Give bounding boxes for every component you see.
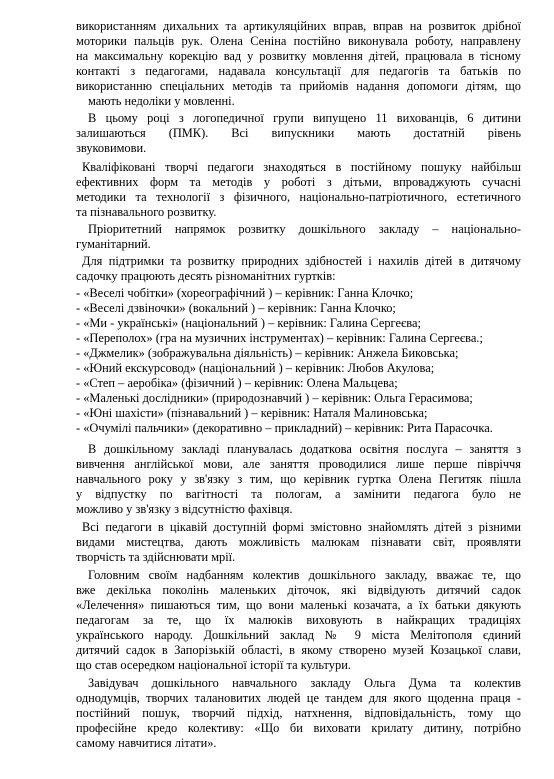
- club-list-item: - «Веселі дзвіночки» (вокальний ) – керівник: Ганна Клочко;: [76, 301, 396, 315]
- text-line: звуковимови.: [76, 141, 147, 155]
- text-line: гуманітарний.: [76, 237, 151, 251]
- text-line: що став осередком національної історії та культури.: [76, 658, 351, 672]
- paragraph-first-line: Завідувач дошкільного навчального закладу Ольга Дума та колектив: [88, 676, 521, 690]
- text-line: залишаються (ПМК). Всі випускники мають достатній рівень: [76, 126, 521, 140]
- paragraph-first-line: Всі педагоги в цікавій доступній формі змістовно знайомлять дітей з різними: [82, 520, 521, 534]
- paragraph-first-line: Для підтримки та розвитку природних здібностей і нахилів дітей в дитячому: [82, 254, 521, 268]
- text-line: творчість та здійснювати мрії.: [76, 550, 236, 564]
- paragraph-first-line: Головним своїм надбанням колектив дошкільного закладу, вважає те, що: [88, 568, 521, 582]
- text-line: моторики пальців рук. Олена Сеніна постійно виконувала роботу, направлену: [76, 34, 521, 48]
- club-list-item: - «Джмелик» (зображувальна діяльність) – керівник: Анжела Биковська;: [76, 346, 459, 360]
- text-line: на максимальну корекцію вад у розвитку мовлення дітей, працювала в тісному: [76, 49, 521, 63]
- club-list-item: - «Маленькі дослідники» (природознавчий ) – керівник: Ольга Герасимова;: [76, 391, 473, 405]
- text-line: у відпустку по вагітності та пологам, а замінити педагога було не: [76, 487, 521, 501]
- text-line: вивчення англійської мови, але заняття проводилися лише перше півріччя: [76, 457, 521, 471]
- text-line: мають недоліки у мовленні.: [88, 94, 235, 108]
- text-line: та пізнавального розвитку.: [76, 205, 217, 219]
- club-list-item: - «Степ – аеробіка» (фізичний ) – керівник: Олена Мальцева;: [76, 376, 398, 390]
- text-line: постійний пошук, творчий підхід, натхнення, відповідальність, тому що: [76, 706, 521, 720]
- club-list-item: - «Ми - українські» (національний ) – керівник: Галина Сергеєва;: [76, 316, 421, 330]
- text-line: педагогам за те, що їх малюків виховують в найкращих традиціях: [76, 613, 521, 627]
- text-line: методики та технології з фізичного, національно-патріотичного, естетичного: [76, 190, 521, 204]
- text-line: професійне кредо колективу: «Що би виховати крилату дитину, потрібно: [76, 721, 521, 735]
- text-line: можливо у зв'язку з відсутністю фахівця.: [76, 502, 293, 516]
- text-line: самому навчитися літати».: [76, 736, 217, 750]
- text-line: садочку працюють десять різноманітних гуртків:: [76, 269, 336, 283]
- club-list-item: - «Переполох» (гра на музичних інструментах) – керівник: Галина Сергеєва.;: [76, 331, 483, 345]
- club-list-item: - «Юні шахісти» (пізнавальний ) – керівник: Наталя Малиновська;: [76, 406, 428, 420]
- club-list-item: - «Очумілі пальчики» (декоративно – прикладний) – керівник: Рита Парасочка.: [76, 421, 493, 435]
- text-line: вже декілька поколінь маленьких діточок, які відвідують дитячий садок: [76, 583, 521, 597]
- paragraph-first-line: В дошкільному закладі планувалась додаткова освітня послуга – заняття з: [88, 442, 521, 456]
- text-line: використанню спеціальних методів та прийомів надання допомоги дітям, що: [76, 79, 521, 93]
- club-list-item: - «Веселі чобітки» (хореографічний ) – керівник: Ганна Клочко;: [76, 286, 414, 300]
- text-line: використанням дихальних та артикуляційних вправ, вправ на розвиток дрібної: [76, 19, 521, 33]
- text-line: однодумців, творчих талановитих людей це тандем для якого щоденна праця -: [76, 691, 521, 705]
- text-line: контакті з педагогами, надавала консультації для педагогів та батьків по: [76, 64, 521, 78]
- text-line: «Лелечення» пишаються тим, що вони маленькі козачата, а їх батьки дякують: [76, 598, 521, 612]
- text-line: українського народу. Дошкільний заклад № 9 міста Мелітополя єдиний: [76, 628, 521, 642]
- text-line: навчального року у зв'язку з тим, що керівник гуртка Олена Пегитяк пішла: [76, 472, 521, 486]
- text-line: видами мистецтва, дають можливість малюкам пізнавати світ, проявляти: [76, 535, 521, 549]
- text-line: дитячий садок в Запорізькій області, в якому створено музей Козацької слави,: [76, 643, 521, 657]
- paragraph-first-line: В цьому році з логопедичної групи випущено 11 вихованців, 6 дитини: [88, 111, 521, 125]
- paragraph-first-line: Пріоритетний напрямок розвитку дошкільного закладу – національно-: [88, 222, 521, 236]
- club-list-item: - «Юний екскурсовод» (національний ) – керівник: Любов Акулова;: [76, 361, 435, 375]
- paragraph-first-line: Кваліфіковані творчі педагоги знаходяться в постійному пошуку найбільш: [82, 160, 521, 174]
- text-line: ефективних форм та методів у роботі з дітьми, впроваджують сучасні: [76, 175, 521, 189]
